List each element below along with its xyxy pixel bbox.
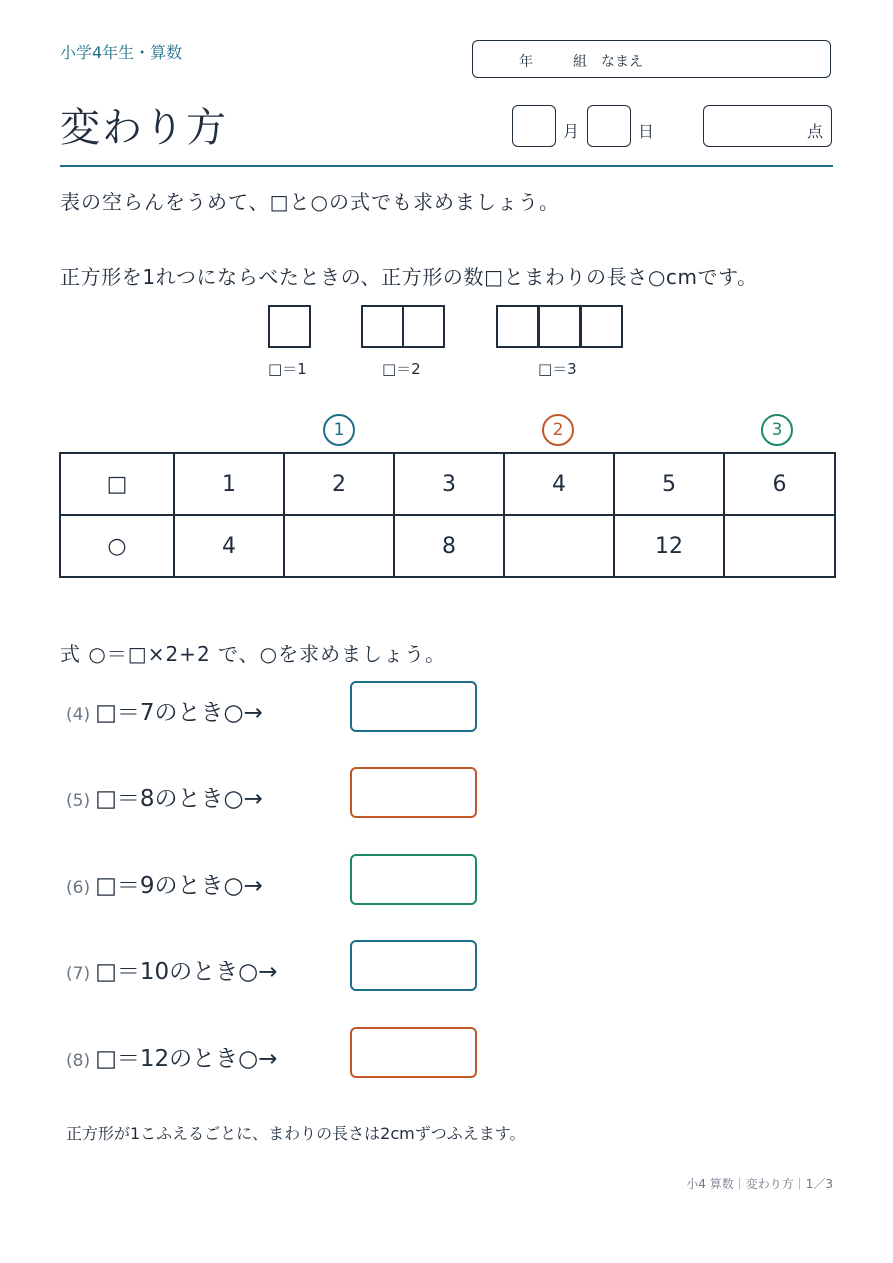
figure-label: □＝3: [538, 360, 577, 378]
month-label: 月: [563, 122, 580, 141]
marker-3: 3: [761, 414, 793, 446]
answer-cell-3[interactable]: [724, 515, 835, 577]
question-text: □＝7のとき○→: [95, 700, 263, 726]
question-6: [66, 867, 263, 900]
table-cell: 4: [174, 515, 284, 577]
answer-box-8[interactable]: [350, 1027, 477, 1078]
marker-1: 1: [323, 414, 355, 446]
grade-subject: 小学4年生・算数: [60, 43, 183, 62]
table-cell: 1: [174, 453, 284, 515]
question-number: (7): [66, 964, 91, 984]
question-text: □＝8のとき○→: [95, 786, 263, 812]
table-cell: 4: [504, 453, 614, 515]
question-text: □＝12のとき○→: [95, 1046, 278, 1072]
problem-statement: 正方形を1れつにならべたときの、正方形の数□とまわりの長さ○cmです。: [60, 265, 758, 289]
page-title: 変わり方: [60, 105, 228, 151]
question-number: (4): [66, 705, 91, 725]
table-cell: 5: [614, 453, 724, 515]
formula-instruction: 式 ○＝□×2+2 で、○を求めましょう。: [60, 642, 447, 666]
question-text: □＝10のとき○→: [95, 959, 278, 985]
answer-box-7[interactable]: [350, 940, 477, 991]
figure-square: [580, 305, 623, 348]
month-field[interactable]: [512, 105, 556, 147]
table-cell: 8: [394, 515, 504, 577]
question-number: (5): [66, 791, 91, 811]
table-cell: 3: [394, 453, 504, 515]
question-number: (6): [66, 878, 91, 898]
value-table: [59, 452, 836, 578]
figure-square: [268, 305, 311, 348]
hint-note: 正方形が1こふえるごとに、まわりの長さは2cmずつふえます。: [66, 1124, 526, 1143]
question-text: □＝9のとき○→: [95, 873, 263, 899]
name-class-label: 組: [573, 54, 587, 70]
figure-square: [361, 305, 404, 348]
figure-label: □＝1: [268, 360, 307, 378]
score-label: 点: [806, 122, 823, 141]
table-cell: ○: [60, 515, 174, 577]
name-year-label: 年: [519, 54, 533, 70]
day-field[interactable]: [587, 105, 631, 147]
question-5: [66, 780, 263, 813]
answer-box-5[interactable]: [350, 767, 477, 818]
marker-2: 2: [542, 414, 574, 446]
answer-box-6[interactable]: [350, 854, 477, 905]
table-cell: □: [60, 453, 174, 515]
table-cell: 6: [724, 453, 835, 515]
question-4: [66, 694, 263, 727]
header-divider: [60, 165, 833, 167]
figure-square: [538, 305, 581, 348]
answer-cell-1[interactable]: [284, 515, 394, 577]
instruction: 表の空らんをうめて、□と○の式でも求めましょう。: [60, 190, 560, 214]
figure-label: □＝2: [382, 360, 421, 378]
table-row-square: [60, 453, 835, 515]
name-field[interactable]: [472, 40, 831, 78]
table-row-circle: [60, 515, 835, 577]
question-number: (8): [66, 1051, 91, 1071]
name-label: なまえ: [601, 54, 643, 70]
answer-box-4[interactable]: [350, 681, 477, 732]
figure-square: [496, 305, 539, 348]
page-footer: 小4 算数｜変わり方｜1／3: [686, 1177, 833, 1191]
figure-square: [402, 305, 445, 348]
question-8: [66, 1040, 278, 1073]
day-label: 日: [638, 122, 655, 141]
answer-cell-2[interactable]: [504, 515, 614, 577]
table-cell: 12: [614, 515, 724, 577]
question-7: [66, 953, 278, 986]
score-field[interactable]: [703, 105, 832, 147]
table-cell: 2: [284, 453, 394, 515]
